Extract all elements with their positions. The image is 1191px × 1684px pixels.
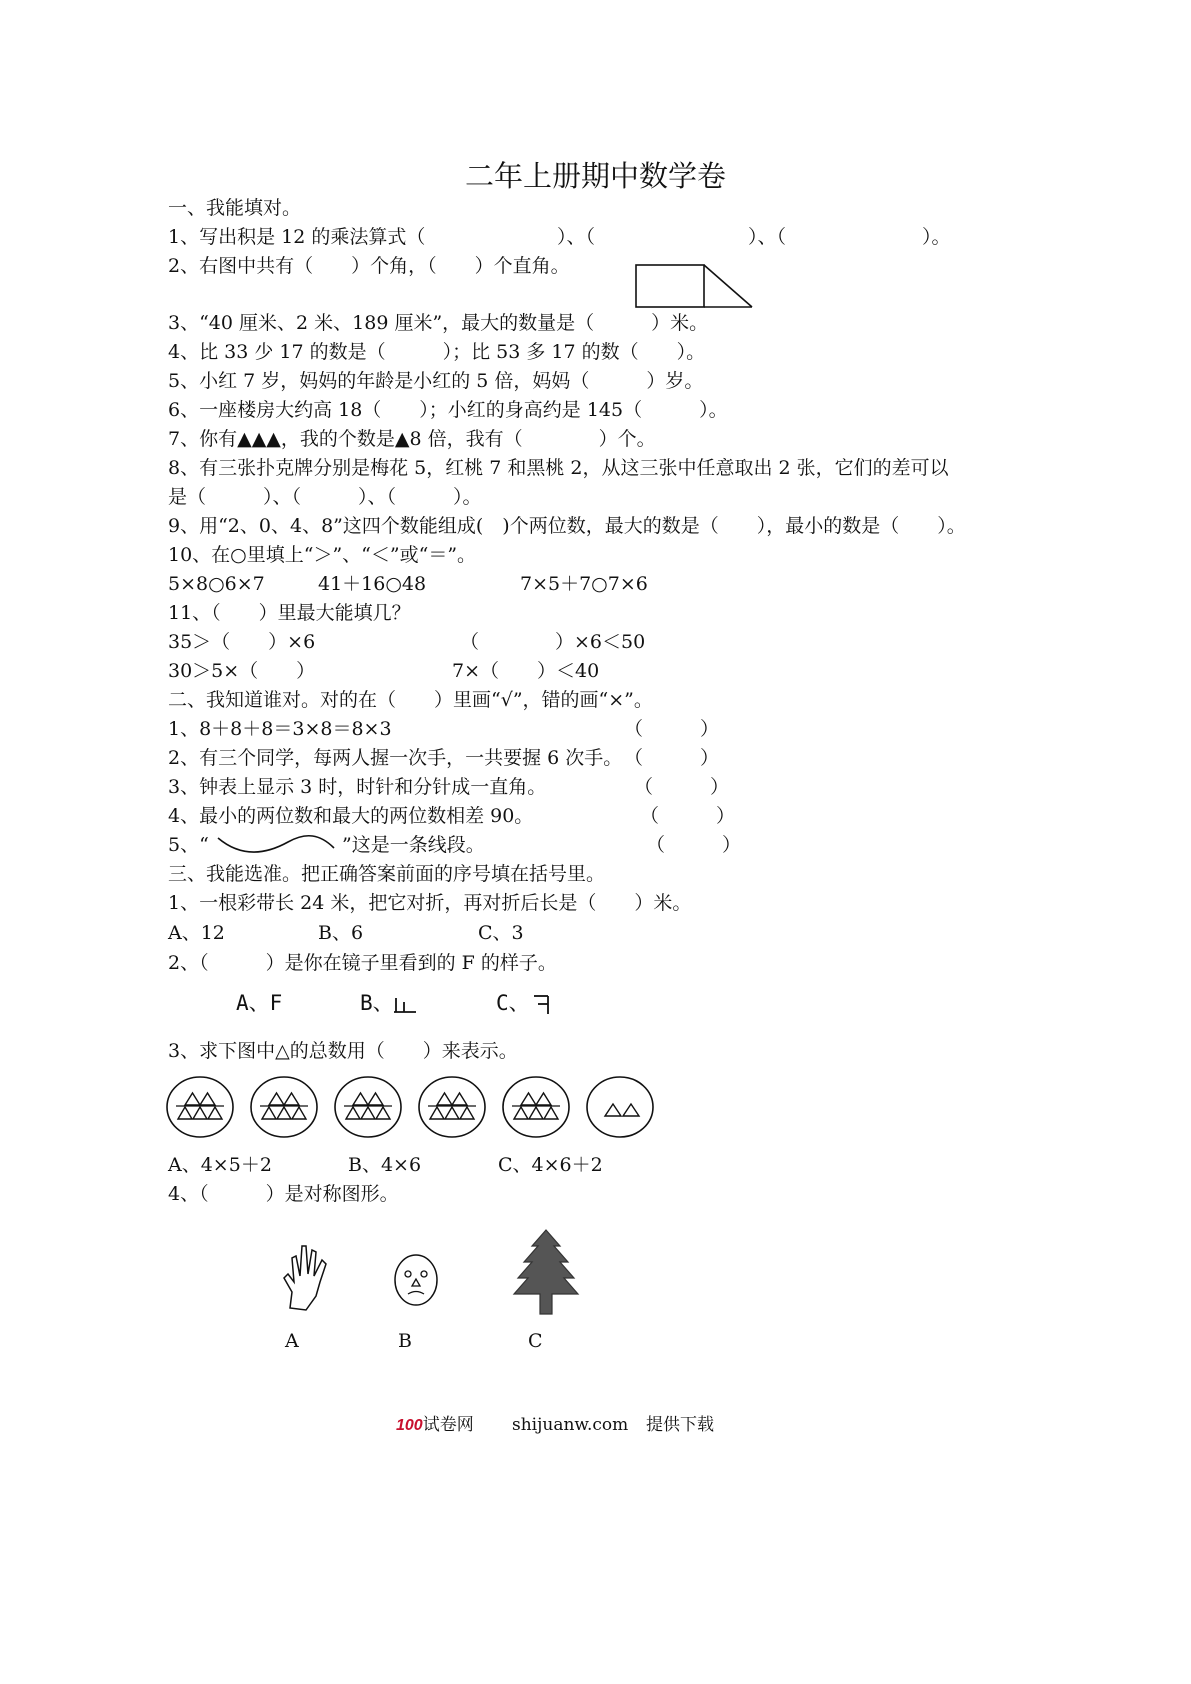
q1-1-sep2: ）、（ <box>748 226 787 248</box>
q1-1-sep1: ）、（ <box>557 226 596 248</box>
s2-item5-pre: 5、“ <box>168 834 209 856</box>
triangle-group-circle <box>167 1077 233 1137</box>
s3-q2: 2、（ ）是你在镜子里看到的 F 的样子。 <box>168 952 557 974</box>
q1-8-line2: 是（ ）、（ ）、（ ）。 <box>168 486 482 508</box>
s2-item: 4、最小的两位数和最大的两位数相差 90。 <box>168 805 534 827</box>
triangle-group-circle-two <box>587 1077 653 1137</box>
q1-9: 9、用“2、0、4、8”这四个数能组成( )个两位数，最大的数是（ ），最小的数是（ ）。 <box>168 515 966 537</box>
q1-8-line1: 8、有三张扑克牌分别是梅花 5，红桃 7 和黑桃 2，从这三张中任意取出 2 张，它们的差可以 <box>168 457 949 479</box>
q1-2: 2、右图中共有（ ）个角，（ ）个直角。 <box>168 255 570 277</box>
s3-q1-option: C、3 <box>478 922 524 944</box>
s3-q2-option-c: C、 <box>496 991 530 1015</box>
triangle-group-circle <box>335 1077 401 1137</box>
q1-10-item: 5×8○6×7 <box>168 573 265 595</box>
triangle-group-circle <box>251 1077 317 1137</box>
footer-site[interactable]: shijuanw.com <box>512 1415 629 1435</box>
q1-11-item: （ ）×6＜50 <box>460 631 646 653</box>
s3-q1-option: B、6 <box>318 922 364 944</box>
s3-q4-label: C <box>528 1330 543 1352</box>
footer-logo-text: 试卷网 <box>422 1415 474 1435</box>
q1-10-item: 7×5＋7○7×6 <box>520 573 648 595</box>
rectangle-triangle-figure <box>634 262 758 310</box>
q1-3: 3、“40 厘米、2 米、189 厘米”，最大的数量是（ ）米。 <box>168 312 709 334</box>
section3-heading: 三、我能选准。把正确答案前面的序号填在括号里。 <box>168 863 606 885</box>
s2-answer-bracket: （ ） <box>634 776 730 798</box>
mirrored-f-glyph <box>530 992 552 1016</box>
q1-4: 4、比 33 少 17 的数是（ ）；比 53 多 17 的数（ ）。 <box>168 341 706 363</box>
q1-11-item: 30＞5×（ ） <box>168 660 316 682</box>
s3-q4-label: B <box>398 1330 412 1352</box>
q1-11-item: 35＞（ ）×6 <box>168 631 316 653</box>
s3-q3-option: A、4×5＋2 <box>168 1154 272 1176</box>
s2-item5-post: ”这是一条线段。 <box>342 834 485 856</box>
triangle-group-circle <box>419 1077 485 1137</box>
s3-q1: 1、一根彩带长 24 米，把它对折，再对折后长是（ ）米。 <box>168 892 692 914</box>
section2-heading: 二、我知道谁对。对的在（ ）里画“√”，错的画“×”。 <box>168 689 653 711</box>
s2-answer-bracket: （ ） <box>646 834 742 856</box>
s2-answer-bracket: （ ） <box>640 805 736 827</box>
s3-q3-option: B、4×6 <box>348 1154 422 1176</box>
s2-item: 1、8＋8＋8＝3×8＝8×3 <box>168 718 392 740</box>
s3-q3: 3、求下图中△的总数用（ ）来表示。 <box>168 1040 518 1062</box>
footer-logo-number: 100 <box>396 1417 423 1434</box>
triangle-group-circle <box>503 1077 569 1137</box>
s2-answer-bracket: （ ） <box>624 718 720 740</box>
s3-q4-label: A <box>285 1330 299 1352</box>
q1-11: 11、（ ）里最大能填几？ <box>168 602 411 624</box>
s2-item: 2、有三个同学，每两人握一次手，一共要握 6 次手。 <box>168 747 623 769</box>
footer-note: 提供下载 <box>646 1415 714 1435</box>
s3-q4: 4、（ ）是对称图形。 <box>168 1183 399 1205</box>
footer-logo <box>396 1413 474 1438</box>
s3-q3-option: C、4×6＋2 <box>498 1154 603 1176</box>
s3-q1-option: A、12 <box>168 922 225 944</box>
s2-item: 3、钟表上显示 3 时，时针和分针成一直角。 <box>168 776 547 798</box>
q1-10: 10、在○里填上“＞”、“＜”或“＝”。 <box>168 544 477 566</box>
s3-q2-option-a: A、F <box>236 991 283 1015</box>
q1-5: 5、小红 7 岁，妈妈的年龄是小红的 5 倍，妈妈（ ）岁。 <box>168 370 704 392</box>
q1-11-item: 7×（ ）＜40 <box>452 660 600 682</box>
q1-1-pre: 1、写出积是 12 的乘法算式（ <box>168 226 426 248</box>
face-icon <box>392 1252 440 1308</box>
s2-answer-bracket: （ ） <box>624 747 720 769</box>
q1-1-end: ）。 <box>922 226 951 248</box>
upside-down-f-glyph <box>392 992 418 1016</box>
curved-line-figure <box>214 826 338 860</box>
q1-10-item: 41＋16○48 <box>318 573 427 595</box>
tree-icon <box>512 1228 580 1316</box>
section1-heading: 一、我能填对。 <box>168 197 302 219</box>
s3-q2-option-b: B、 <box>360 991 394 1015</box>
hand-icon <box>280 1240 330 1312</box>
triangle-groups-figure <box>164 1074 660 1142</box>
q1-6: 6、一座楼房大约高 18（ ）；小红的身高约是 145（ ）。 <box>168 399 728 421</box>
page-title: 二年上册期中数学卷 <box>464 159 726 193</box>
q1-7: 7、你有▲▲▲，我的个数是▲8 倍，我有（ ）个。 <box>168 428 656 450</box>
